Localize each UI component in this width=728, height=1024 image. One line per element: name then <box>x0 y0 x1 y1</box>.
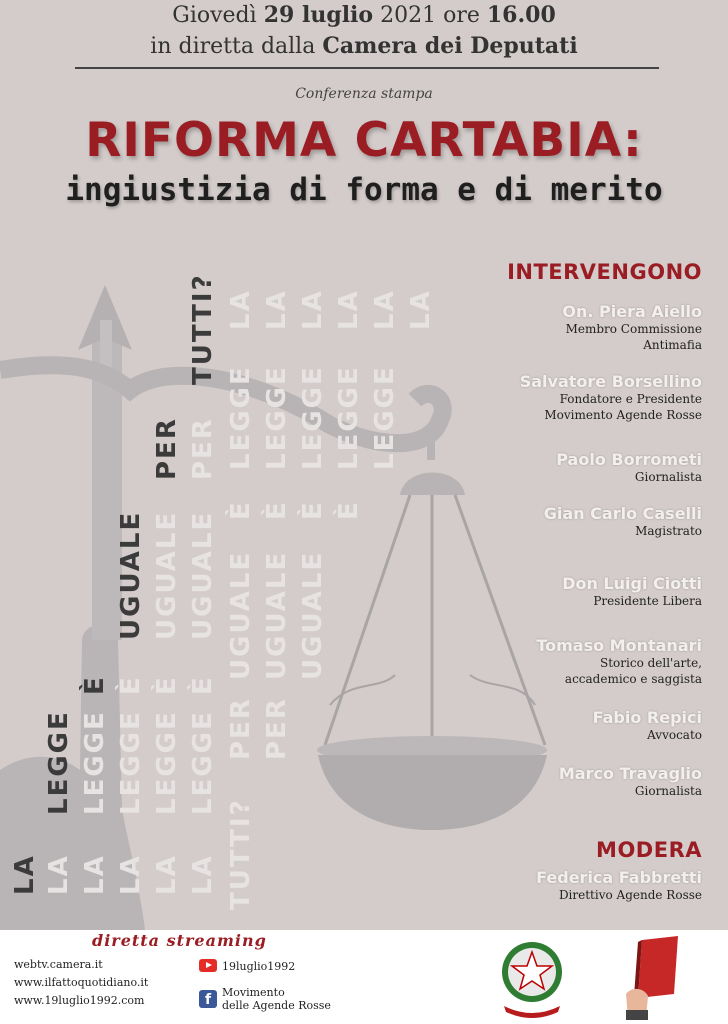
red-agenda-icon <box>622 934 684 1020</box>
main-title: RIFORMA CARTABIA: <box>85 113 643 168</box>
venue-bold: Camera dei Deputati <box>322 33 578 59</box>
speaker-role: Fondatore e Presidente <box>559 392 702 406</box>
bg-word-la-light: LA <box>406 289 436 330</box>
bg-word-la-light: LA <box>44 854 74 895</box>
header-divider <box>75 67 659 69</box>
facebook-line2[interactable]: delle Agende Rosse <box>222 999 331 1012</box>
bg-word-e-light: È <box>262 500 292 520</box>
speaker-name: Don Luigi Ciotti <box>562 574 702 593</box>
speaker-role: Avvocato <box>647 728 702 742</box>
speaker-entry <box>402 372 702 423</box>
speaker-role: Antimafia <box>643 338 702 352</box>
bg-word-e: È <box>80 675 110 695</box>
speaker-role: Giornalista <box>634 784 702 798</box>
bg-word-legge-light: LEGGE <box>188 710 218 815</box>
bg-word-uguale-light: UGUALE <box>262 550 292 680</box>
speaker-entry <box>402 574 702 609</box>
speaker-name: Salvatore Borsellino <box>519 372 702 391</box>
bg-word-e-light: È <box>116 675 146 695</box>
speaker-entry <box>402 764 702 799</box>
speakers-heading: INTERVENGONO <box>507 260 702 284</box>
moderator-heading: MODERA <box>596 838 702 862</box>
speaker-name: On. Piera Aiello <box>562 302 702 321</box>
speaker-entry <box>402 450 702 485</box>
speaker-role: Presidente Libera <box>593 594 702 608</box>
footer <box>0 930 728 1024</box>
bg-word-la-light: LA <box>226 289 256 330</box>
venue-prefix: in diretta dalla <box>150 34 316 59</box>
bg-word-uguale-light: UGUALE <box>298 550 328 680</box>
speaker-name: Paolo Borrometi <box>556 450 702 469</box>
stream-link[interactable]: www.ilfattoquotidiano.it <box>14 976 149 989</box>
bg-word-la-light: LA <box>334 289 364 330</box>
italian-republic-emblem-icon <box>494 934 570 1020</box>
streaming-title: diretta streaming <box>92 931 267 950</box>
speaker-role: Magistrato <box>635 524 702 538</box>
bg-word-e-light: È <box>152 675 182 695</box>
speaker-entry <box>402 636 702 687</box>
bg-word-uguale-light: UGUALE <box>152 510 182 640</box>
bg-word-e-light: È <box>298 500 328 520</box>
moderator-role: Direttivo Agende Rosse <box>558 888 702 902</box>
speaker-entry <box>402 708 702 743</box>
youtube-icon[interactable] <box>199 959 217 972</box>
bg-word-legge-light: LEGGE <box>226 365 256 470</box>
speaker-entry <box>402 302 702 353</box>
bg-word-legge-light: LEGGE <box>298 365 328 470</box>
bg-word-legge-light: LEGGE <box>116 710 146 815</box>
bg-word-e-light: È <box>188 675 218 695</box>
bg-word-la-light: LA <box>116 854 146 895</box>
moderator-entry <box>402 868 702 903</box>
speaker-role: accademico e saggista <box>564 672 702 686</box>
bg-word-legge-light: LEGGE <box>80 710 110 815</box>
bg-word-la-light: LA <box>152 854 182 895</box>
stream-link[interactable]: webtv.camera.it <box>14 958 103 971</box>
bg-word-per-light: PER <box>262 697 292 760</box>
bg-word-la-light: LA <box>370 289 400 330</box>
bg-word-legge-light: LEGGE <box>370 365 400 470</box>
date-prefix: Giovedì <box>172 3 257 28</box>
bg-word-e-light: È <box>226 500 256 520</box>
date-bold: 29 luglio <box>263 2 374 28</box>
bg-word-uguale: UGUALE <box>116 510 146 640</box>
bg-word-la-light: LA <box>80 854 110 895</box>
speaker-name: Gian Carlo Caselli <box>543 504 702 523</box>
youtube-channel[interactable]: 19luglio1992 <box>222 960 296 973</box>
speaker-name: Marco Travaglio <box>558 764 702 783</box>
event-time: 16.00 <box>486 2 556 28</box>
bg-word-legge: LEGGE <box>44 710 74 815</box>
bg-word-per-light: PER <box>188 417 218 480</box>
bg-word-legge-light: LEGGE <box>334 365 364 470</box>
conference-label: Conferenza stampa <box>295 86 433 102</box>
facebook-line1[interactable]: Movimento <box>222 986 285 999</box>
bg-word-la-light: LA <box>188 854 218 895</box>
speaker-entry <box>402 504 702 539</box>
bg-word-la-light: LA <box>262 289 292 330</box>
moderator-name: Federica Fabbretti <box>536 868 702 887</box>
speaker-name: Fabio Repici <box>592 708 702 727</box>
subtitle: ingiustizia di forma e di merito <box>65 172 663 208</box>
bg-word-tutti: TUTTI? <box>188 273 218 385</box>
stream-link[interactable]: www.19luglio1992.com <box>14 994 145 1007</box>
speaker-role: Giornalista <box>634 470 702 484</box>
speaker-name: Tomaso Montanari <box>536 636 702 655</box>
bg-word-la: LA <box>10 854 40 895</box>
bg-word-la-light: LA <box>298 289 328 330</box>
bg-word-per: PER <box>152 417 182 480</box>
event-venue <box>0 33 728 59</box>
bg-word-e-light: È <box>334 500 364 520</box>
bg-word-per-light: PER <box>226 697 256 760</box>
bg-word-uguale-light: UGUALE <box>226 550 256 680</box>
bg-word-tutti-light: TUTTI? <box>226 798 256 910</box>
speaker-role: Storico dell'arte, <box>600 656 702 670</box>
speaker-role: Movimento Agende Rosse <box>544 408 702 422</box>
bg-word-legge-light: LEGGE <box>152 710 182 815</box>
event-date <box>0 2 728 28</box>
date-suffix: 2021 ore <box>380 3 480 28</box>
facebook-icon[interactable]: f <box>199 990 217 1008</box>
bg-word-legge-light: LEGGE <box>262 365 292 470</box>
speaker-role: Membro Commissione <box>565 322 702 336</box>
bg-word-uguale-light: UGUALE <box>188 510 218 640</box>
